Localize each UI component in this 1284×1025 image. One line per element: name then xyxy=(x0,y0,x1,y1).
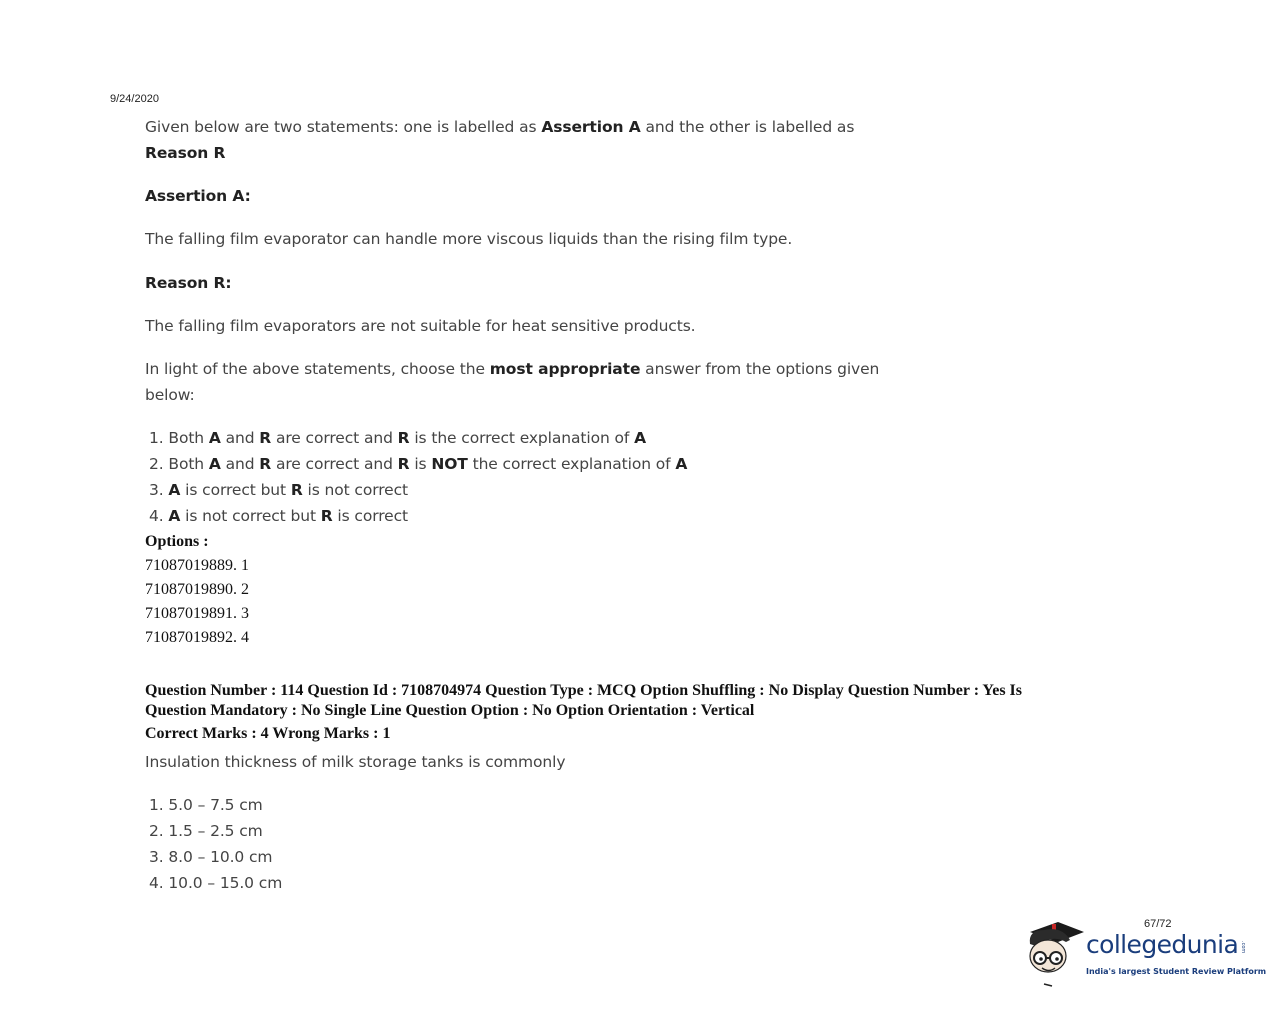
assertion-heading-text: Assertion A: xyxy=(145,187,251,205)
q114-marks: Correct Marks : 4 Wrong Marks : 1 xyxy=(145,725,391,742)
choice-3-num: 3. xyxy=(149,481,169,499)
q114-question: Insulation thickness of milk storage tanks is commonly xyxy=(145,753,566,771)
choice-2-r2: R xyxy=(397,455,410,473)
choice-2-and: and xyxy=(220,455,260,473)
q114-choice-1: 1. 5.0 – 7.5 cm xyxy=(149,796,263,814)
choice-3-r: R xyxy=(290,481,303,499)
intro-line-2 xyxy=(145,140,225,166)
choice-1-r: R xyxy=(259,429,272,447)
instruction-post: answer from the options given xyxy=(640,360,880,378)
choice-1-a2: A xyxy=(634,429,646,447)
choice-4 xyxy=(149,507,408,525)
choice-1-is: is the correct explanation of xyxy=(409,429,635,447)
choice-3-post: is not correct xyxy=(302,481,409,499)
q114-choice-4: 4. 10.0 – 15.0 cm xyxy=(149,874,283,892)
choice-3-a: A xyxy=(168,481,181,499)
q114-choice-2: 2. 1.5 – 2.5 cm xyxy=(149,822,263,840)
choice-4-mid: is not correct but xyxy=(180,507,321,525)
choice-2-r: R xyxy=(259,455,272,473)
brand-tagline: India's largest Student Review Platform xyxy=(1086,967,1267,976)
reason-heading-text: Reason R: xyxy=(145,274,232,292)
instruction-bold: most appropriate xyxy=(489,360,641,378)
brand-logo-com: .com xyxy=(1240,941,1246,954)
choice-2-a2: A xyxy=(675,455,688,473)
page-number: 67/72 xyxy=(1144,918,1172,930)
choice-2-post: the correct explanation of xyxy=(467,455,676,473)
choice-3-mid: is correct but xyxy=(180,481,291,499)
q114-meta-line-1: Question Number : 114 Question Id : 7108704974 Question Type : MCQ Option Shuffling : No Display Question Number : Yes Is xyxy=(145,682,1022,699)
choice-4-post: is correct xyxy=(332,507,409,525)
instruction-line-1 xyxy=(145,356,879,382)
instruction-line-2: below: xyxy=(145,386,195,404)
brand-logo-text: collegedunia xyxy=(1086,930,1239,959)
print-date: 9/24/2020 xyxy=(110,93,159,105)
intro-assertion-bold: Assertion A xyxy=(541,118,641,136)
choice-1-num: 1. Both xyxy=(149,429,209,447)
choice-1-mid: are correct and xyxy=(271,429,398,447)
choice-1-and: and xyxy=(220,429,260,447)
choice-4-a: A xyxy=(168,507,181,525)
assertion-text: The falling film evaporator can handle more viscous liquids than the rising film type. xyxy=(145,230,793,248)
choice-1 xyxy=(149,429,646,447)
q114-choice-3: 3. 8.0 – 10.0 cm xyxy=(149,848,273,866)
q114-meta-line-2: Question Mandatory : No Single Line Question Option : No Option Orientation : Vertical xyxy=(145,702,755,719)
option-id-1: 71087019889. 1 xyxy=(145,557,249,574)
choice-3 xyxy=(149,481,408,499)
choice-1-a: A xyxy=(208,429,221,447)
mascot-logo-icon xyxy=(1022,918,1086,990)
choice-2-mid: are correct and xyxy=(271,455,398,473)
intro-text-mid: and the other is labelled as xyxy=(640,118,855,136)
choice-2-num: 2. Both xyxy=(149,455,209,473)
choice-2-not: NOT xyxy=(431,455,468,473)
intro-text-pre: Given below are two statements: one is labelled as xyxy=(145,118,542,136)
option-id-2: 71087019890. 2 xyxy=(145,581,249,598)
reason-heading xyxy=(145,270,231,296)
choice-2 xyxy=(149,455,687,473)
reason-text: The falling film evaporators are not suitable for heat sensitive products. xyxy=(145,317,696,335)
choice-4-r: R xyxy=(320,507,333,525)
option-id-3: 71087019891. 3 xyxy=(145,605,249,622)
option-id-4: 71087019892. 4 xyxy=(145,629,249,646)
assertion-heading xyxy=(145,183,251,209)
intro-reason-bold: Reason R xyxy=(145,144,226,162)
choice-1-r2: R xyxy=(397,429,410,447)
choice-4-num: 4. xyxy=(149,507,169,525)
instruction-pre: In light of the above statements, choose the xyxy=(145,360,490,378)
choice-2-is: is xyxy=(409,455,432,473)
choice-2-a: A xyxy=(208,455,221,473)
options-label: Options : xyxy=(145,533,209,550)
intro-line-1 xyxy=(145,114,854,140)
